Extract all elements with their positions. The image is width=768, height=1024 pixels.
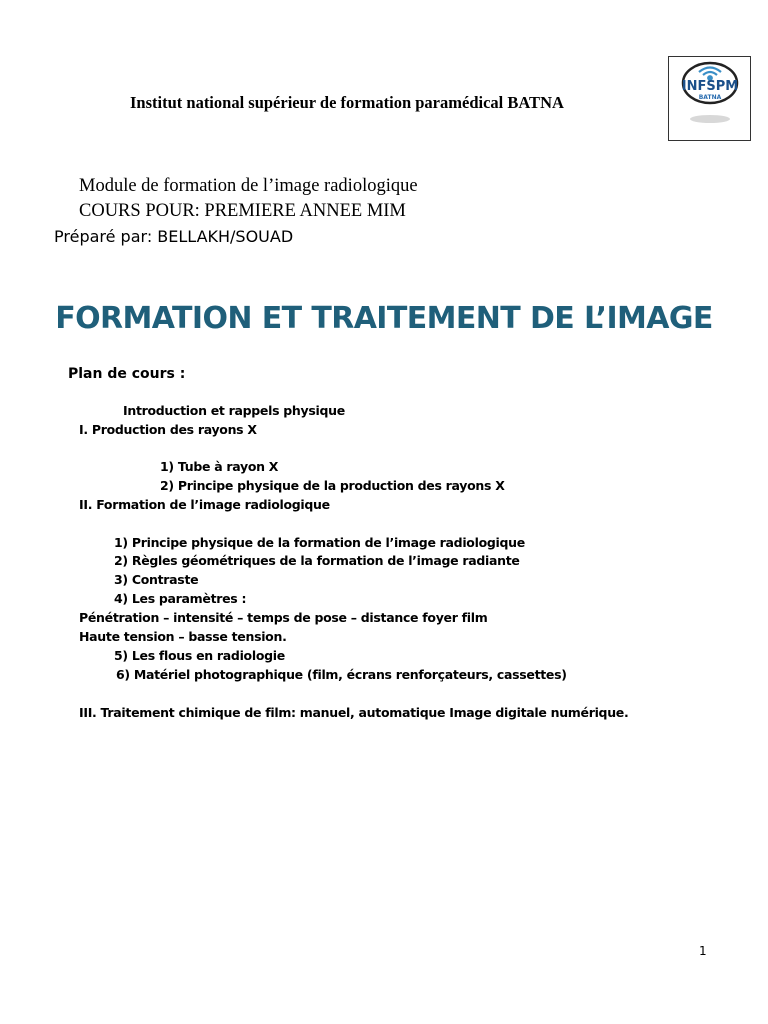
plan-line: 1) Tube à rayon X (160, 459, 279, 474)
plan-line: I. Production des rayons X (79, 422, 257, 437)
plan-line: 1) Principe physique de la formation de l’image radiologique (114, 535, 525, 550)
module-line: Module de formation de l’image radiologique (79, 176, 418, 196)
plan-line: Pénétration – intensité – temps de pose – distance foyer film (79, 610, 488, 625)
logo-subtext: BATNA (698, 94, 722, 101)
institute-name: Institut national supérieur de formation paramédical BATNA (130, 93, 564, 112)
page-number: 1 (699, 944, 707, 958)
plan-line: Haute tension – basse tension. (79, 629, 287, 644)
plan-line: 2) Principe physique de la production des rayons X (160, 478, 505, 493)
prepared-by: Préparé par: BELLAKH/SOUAD (54, 227, 294, 246)
plan-line: 6) Matériel photographique (film, écrans renforçateurs, cassettes) (116, 667, 567, 682)
plan-line: 4) Les paramètres : (114, 591, 247, 606)
plan-line: III. Traitement chimique de film: manuel, automatique Image digitale numérique. (79, 705, 629, 720)
plan-line: II. Formation de l’image radiologique (79, 497, 330, 512)
page-title: FORMATION ET TRAITEMENT DE L’IMAGE (55, 301, 713, 336)
logo-text: INFSPM (681, 79, 739, 94)
plan-line: Introduction et rappels physique (123, 403, 345, 418)
plan-line: 2) Règles géométriques de la formation de l’image radiante (114, 553, 520, 568)
plan-heading: Plan de cours : (68, 366, 186, 382)
plan-line: 5) Les flous en radiologie (114, 648, 285, 663)
plan-line: 3) Contraste (114, 572, 199, 587)
audience-line: COURS POUR: PREMIERE ANNEE MIM (79, 201, 406, 221)
institute-logo (668, 56, 751, 141)
